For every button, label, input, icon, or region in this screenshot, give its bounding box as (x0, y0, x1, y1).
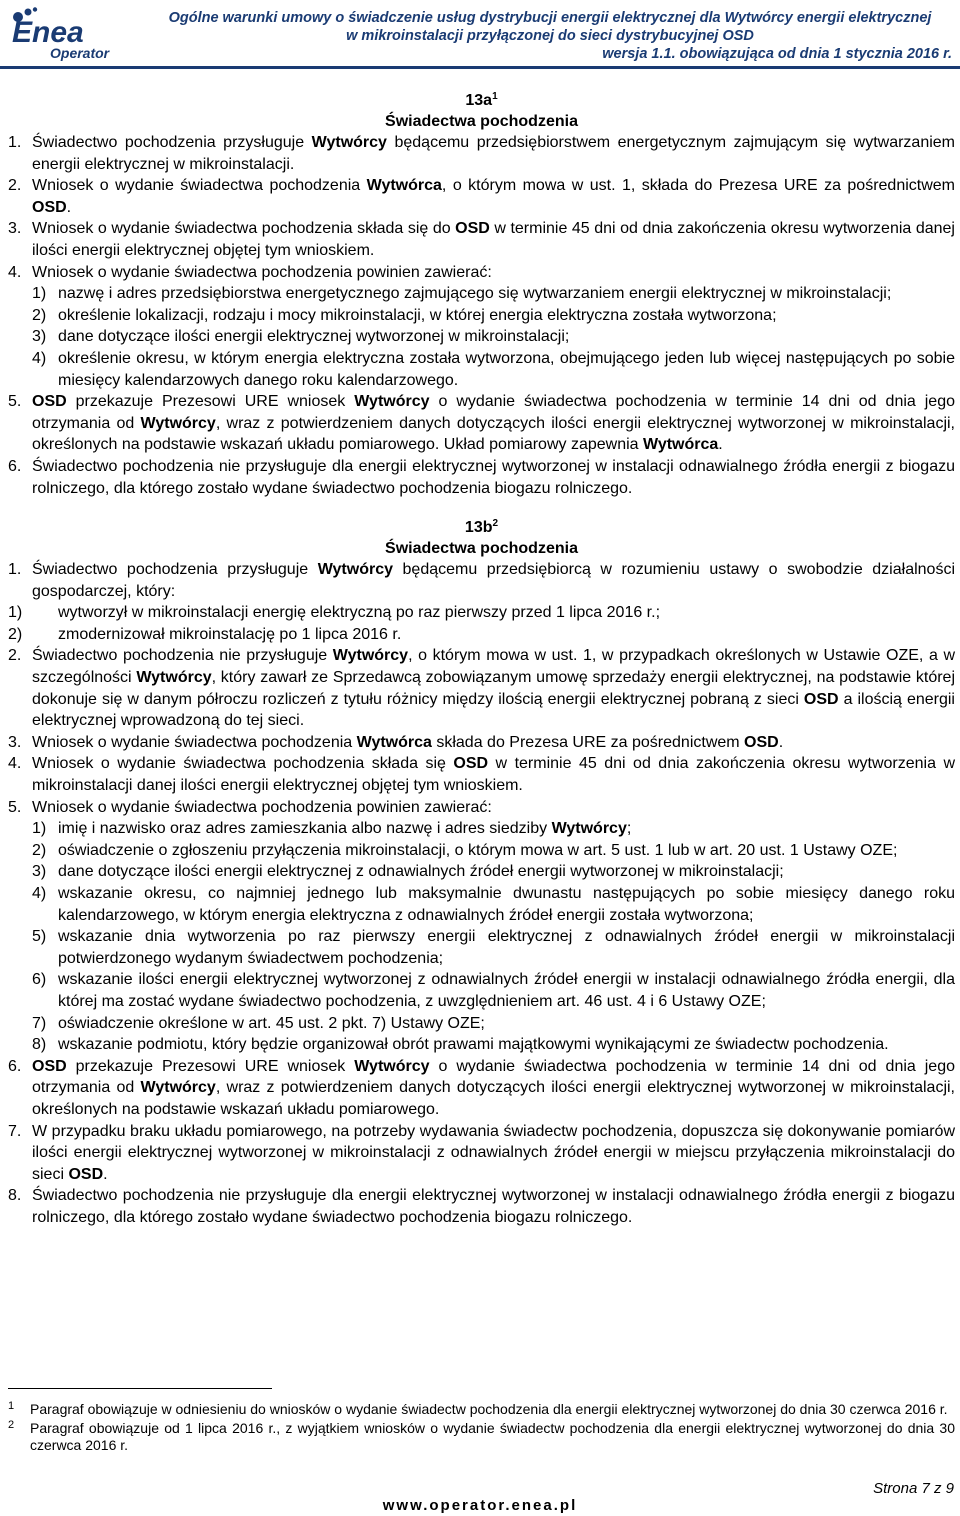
section-13a-number: $13a^1$ (465, 91, 498, 109)
section-13b-item-5-sub-7: 7) oświadczenie określone w art. 45 ust. 2 pkt. 7) Ustawy OZE; (32, 1014, 485, 1032)
footnote-1: 1 Paragraf obowiązuje w odniesieniu do wniosków o wydanie świadectw pochodzenia dla energii elektrycznej wytworzonej do dnia 30 czerwca 2016 r. (8, 1400, 948, 1417)
section-13a-item-4-sub-2: 2) określenie lokalizacji, rodzaju i mocy mikroinstalacji, w której energia elektryczna została wytworzona; (32, 306, 777, 324)
section-13b-item-1-sub-1: 1) wytworzył w mikroinstalacji energię elektryczną po raz pierwszy przed 1 lipca 2016 r.; (8, 604, 661, 622)
section-13b-item-1: 1. Świadectwo pochodzenia przysługuje Wytwórcy będącemu przedsiębiorcą w rozumieniu ustawy o swobodzie działalności gospodarczej, który: (8, 561, 955, 600)
section-13b-item-5-sub-1: 1) imię i nazwisko oraz adres zamieszkania albo nazwę i adres siedziby Wytwórcy; (32, 820, 632, 838)
section-13b-item-5-sub-2: 2) oświadczenie o zgłoszeniu przyłączenia mikroinstalacji, o którym mowa w art. 5 ust. 1 lub w art. 20 ust. 1 Ustawy OZE; (32, 841, 898, 859)
section-13b-item-5: 5. Wniosek o wydanie świadectwa pochodzenia powinien zawierać: (8, 798, 492, 816)
section-13a-item-4-sub-3: 3) dane dotyczące ilości energii elektrycznej wytworzonej w mikroinstalacji; (32, 328, 570, 346)
header-divider (0, 66, 960, 69)
footnote-divider (8, 1388, 272, 1389)
section-13b-item-3: 3. Wniosek o wydanie świadectwa pochodzenia Wytwórca składa do Prezesa URE za pośrednictwem OSD. (8, 733, 784, 751)
document-title-line2: w mikroinstalacji przyłączonej do sieci dystrybucyjnej OSD (346, 28, 754, 44)
section-13a-item-6: 6. Świadectwo pochodzenia nie przysługuje dla energii elektrycznej wytworzonej w instalacji odnawialnego źródła energii z biogazu rolniczego, dla którego zostało wydane świadectwo pochodzenia biogazu rolniczego. (8, 457, 955, 497)
section-13b-item-5-sub-3: 3) dane dotyczące ilości energii elektrycznej z odnawialnych źródeł energii wytworzonej w mikroinstalacji; (32, 863, 784, 881)
footnotes (8, 1401, 955, 1456)
section-13b-item-2: 2. Świadectwo pochodzenia nie przysługuje Wytwórcy, o którym mowa w ust. 1, w przypadkach określonych w Ustawie OZE, a w szczególności Wytwórcy, który zawarł ze Sprzedawcą zobowiązanym umowę sprzedaży energii elektrycznej, na podstawie której dokonuje się w danym półroczu rozliczeń z tytułu różnicy między ilością energii elektrycznej pobraną z sieci OSD a ilością energii elektrycznej wprowadzoną do tej sieci. (8, 647, 956, 730)
section-13b-title: Świadectwa pochodzenia (385, 540, 578, 558)
section-13b-item-7: 7. W przypadku braku układu pomiarowego, na potrzeby wydawania świadectw pochodzenia, dopuszcza się dokonywanie pomiarów ilości energii elektrycznej wytworzonej w mikroinstalacji z odnawialnych źródeł energii w miejscu przyłączenia mikroinstalacji do sieci OSD. (8, 1122, 955, 1183)
section-13b-number: $13b^2$ (464, 518, 499, 537)
logo-main-text: Enea (12, 16, 84, 49)
enea-operator-logo (6, 6, 110, 64)
page-number: Strona 7 z 9 (873, 1480, 954, 1497)
document-title (150, 9, 950, 45)
section-13b-item-1-sub-2: 2) zmodernizował mikroinstalację po 1 lipca 2016 r. (8, 625, 402, 643)
section-13a-item-1: 1. Świadectwo pochodzenia przysługuje Wytwórcy będącemu przedsiębiorstwem energetycznym zajmującym się wytwarzaniem energii elektrycznej w mikroinstalacji. (8, 134, 955, 173)
logo-sub-text: Operator (50, 45, 110, 61)
footnote-ref-1: 1 (492, 91, 498, 102)
document-body (8, 90, 955, 1229)
section-13b-item-6: 6. OSD przekazuje Prezesowi URE wniosek Wytwórcy o wydanie świadectwa pochodzenia w terminie 14 dni od dnia jego otrzymania od Wytwórcy, wraz z potwierdzeniem danych dotyczących ilości energii elektrycznej wytworzonej w mikroinstalacji, określonych na podstawie wskazań układu pomiarowego. (8, 1057, 956, 1118)
section-13a-item-2: 2. Wniosek o wydanie świadectwa pochodzenia Wytwórca, o którym mowa w ust. 1, składa do Prezesa URE za pośrednictwem OSD. (8, 177, 956, 216)
section-13a-item-4-sub-4: 4) określenie okresu, w którym energia elektryczna została wytworzona, obejmującego jeden lub więcej następujących po sobie miesięcy kalendarzowych danego roku kalendarzowego. (32, 349, 955, 389)
section-13a-item-4-sub-1: 1) nazwę i adres przedsiębiorstwa energetycznego zajmującego się wytwarzaniem energii elektrycznej w mikroinstalacji; (32, 285, 892, 303)
section-13a-title: Świadectwa pochodzenia (385, 113, 578, 130)
footnote-ref-2: 2 (492, 518, 499, 530)
section-13b-item-4: 4. Wniosek o wydanie świadectwa pochodzenia składa się OSD w terminie 45 dni od dnia zakończenia okresu wytworzenia w mikroinstalacji danej ilości energii elektrycznej objętej tym wnioskiem. (8, 755, 955, 795)
page-header (0, 0, 960, 70)
section-13b-item-5-sub-6: 6) wskazanie ilości energii elektrycznej wytworzonej z odnawialnych źródeł energii w instalacji odnawialnego źródła energii, dla której ma zostać wydane świadectwo pochodzenia, z uwzględnieniem art. 46 ust. 4 i 6 Ustawy OZE; (32, 971, 955, 1010)
section-13b-item-5-sub-8: 8) wskazanie podmiotu, który będzie organizował obrót prawami majątkowymi wynikającymi ze świadectw pochodzenia. (32, 1036, 889, 1054)
section-13b-item-5-sub-5: 5) wskazanie dnia wytworzenia po raz pierwszy energii elektrycznej z odnawialnych źródeł energii w mikroinstalacji potwierdzonego wydanym świadectwem pochodzenia; (32, 928, 955, 967)
section-13a-item-3: 3. Wniosek o wydanie świadectwa pochodzenia składa się do OSD w terminie 45 dni od dnia zakończenia okresu wytworzenia danej ilości energii elektrycznej objętej tym wnioskiem. (8, 220, 955, 259)
enea-logo-icon (6, 6, 110, 64)
section-13b-item-8: 8. Świadectwo pochodzenia nie przysługuje dla energii elektrycznej wytworzonej w instalacji odnawialnego źródła energii z biogazu rolniczego, dla którego zostało wydane świadectwo pochodzenia biogazu rolniczego. (8, 1187, 955, 1226)
footnote-2: 2 Paragraf obowiązuje od 1 lipca 2016 r., z wyjątkiem wniosków o wydanie świadectw pochodzenia dla energii elektrycznej wytworzonej do dnia 30 czerwca 2016 r. (8, 1419, 955, 1453)
footer-url[interactable]: www.operator.enea.pl (382, 1497, 578, 1514)
document-version: wersja 1.1. obowiązująca od dnia 1 stycznia 2016 r. (602, 46, 952, 62)
document-title-line1: Ogólne warunki umowy o świadczenie usług dystrybucji energii elektrycznej dla Wytwórcy energii elektrycznej (168, 10, 932, 26)
section-13a-item-4: 4. Wniosek o wydanie świadectwa pochodzenia powinien zawierać: (8, 263, 492, 281)
section-13b-item-5-sub-4: 4) wskazanie okresu, co najmniej jednego lub maksymalnie dwunastu następujących po sobie miesięcy danego roku kalendarzowego, w którym energia elektryczna z odnawialnych źródeł energii została wytworzona; (32, 885, 955, 924)
section-13a-item-5: 5. OSD przekazuje Prezesowi URE wniosek Wytwórcy o wydanie świadectwa pochodzenia w terminie 14 dni od dnia jego otrzymania od Wytwórcy, wraz z potwierdzeniem danych dotyczących ilości energii elektrycznej wytworzonej w mikroinstalacji, określonych na podstawie wskazań układu pomiarowego. Układ pomiarowy zapewnia Wytwórca. (8, 393, 956, 454)
